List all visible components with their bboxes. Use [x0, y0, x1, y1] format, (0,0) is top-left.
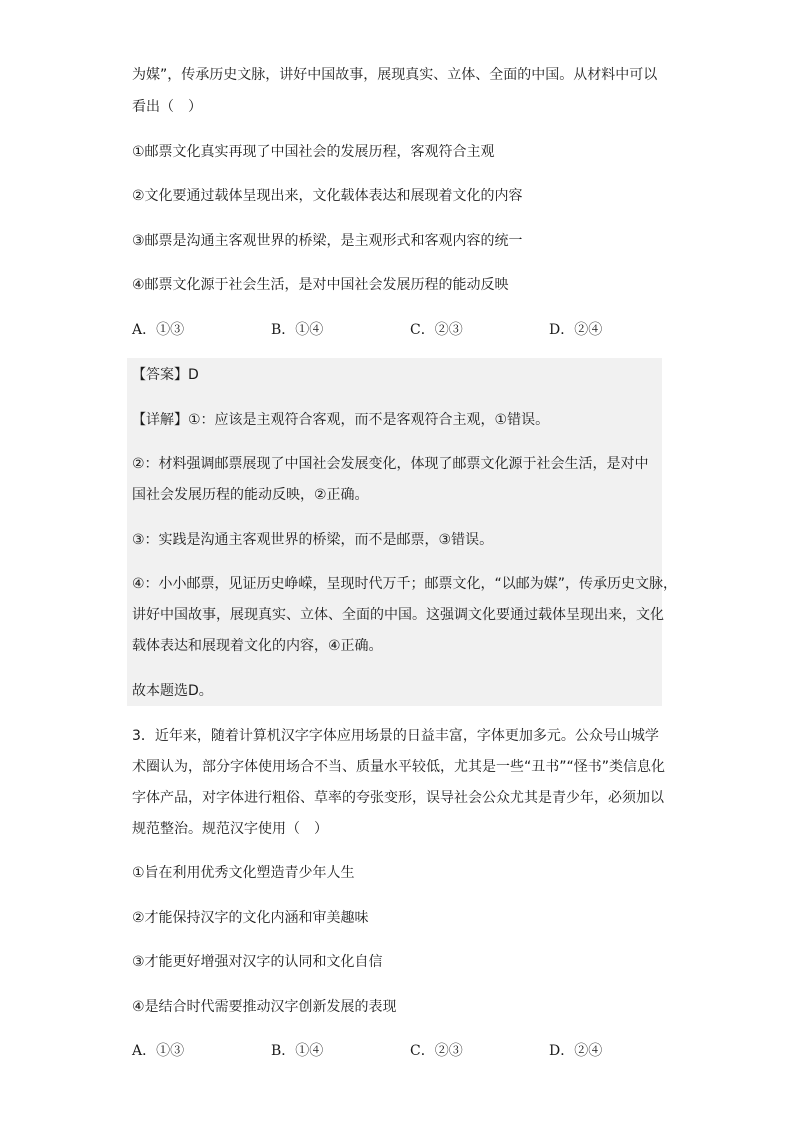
detail-line-4a: ④：小小邮票，见证历史峥嵘，呈现时代万千；邮票文化，“以邮为媒”，传承历史文脉，: [132, 576, 678, 592]
q3-options: [132, 1042, 652, 1060]
q2-statement-4: ④邮票文化源于社会生活，是对中国社会发展历程的能动反映: [132, 277, 509, 293]
detail-line-1: 【详解】①：应该是主观符合客观，而不是客观符合主观，①错误。: [132, 412, 550, 428]
answer-conclusion: 故本题选D。: [132, 683, 213, 699]
q3-stem-line-1: 3．近年来，随着计算机汉字字体应用场景的日益丰富，字体更加多元。公众号山城学: [132, 728, 659, 744]
q2-statement-2: ②文化要通过载体呈现出来，文化载体表达和展现着文化的内容: [132, 188, 523, 204]
q3-statement-2: ②才能保持汉字的文化内涵和审美趣味: [132, 910, 369, 926]
q2-option-b: B．①④: [271, 322, 324, 338]
detail-line-3: ③：实践是沟通主客观世界的桥梁，而不是邮票，③错误。: [132, 532, 494, 548]
q3-option-d: D．②④: [549, 1043, 603, 1059]
q3-statement-4: ④是结合时代需要推动汉字创新发展的表现: [132, 999, 397, 1015]
detail-line-4c: 载体表达和展现着文化的内容，④正确。: [132, 638, 383, 654]
q2-option-a: A．①③: [132, 322, 185, 338]
q3-stem-line-4: 规范整治。规范汉字使用（ ）: [132, 821, 328, 837]
q2-stem-line-2: 看出（ ）: [132, 99, 202, 115]
q3-stem-line-2: 术圈认为，部分字体使用场合不当、质量水平较低，尤其是一些“丑书”“怪书”类信息化: [132, 759, 666, 775]
detail-line-2b: 国社会发展历程的能动反映，②正确。: [132, 487, 369, 503]
q2-stem-line-1: 为媒”，传承历史文脉，讲好中国故事，展现真实、立体、全面的中国。从材料中可以: [132, 67, 658, 83]
q2-statement-3: ③邮票是沟通主客观世界的桥梁，是主观形式和客观内容的统一: [132, 233, 523, 249]
answer-line: 【答案】D: [132, 367, 199, 383]
q2-options: [132, 321, 652, 339]
q2-statement-1: ①邮票文化真实再现了中国社会的发展历程，客观符合主观: [132, 144, 495, 160]
q2-option-d: D．②④: [549, 322, 603, 338]
detail-line-2a: ②：材料强调邮票展现了中国社会发展变化，体现了邮票文化源于社会生活，是对中: [132, 456, 649, 472]
q3-stem-line-3: 字体产品，对字体进行粗俗、草率的夸张变形，误导社会公众尤其是青少年，必须加以: [132, 790, 664, 806]
q3-option-c: C．②③: [410, 1043, 463, 1059]
q2-option-c: C．②③: [410, 322, 463, 338]
detail-line-4b: 讲好中国故事，展现真实、立体、全面的中国。这强调文化要通过载体呈现出来，文化: [132, 607, 664, 623]
q3-statement-1: ①旨在利用优秀文化塑造青少年人生: [132, 865, 355, 881]
q3-option-b: B．①④: [271, 1043, 324, 1059]
q3-option-a: A．①③: [132, 1043, 185, 1059]
q3-statement-3: ③才能更好增强对汉字的认同和文化自信: [132, 954, 383, 970]
